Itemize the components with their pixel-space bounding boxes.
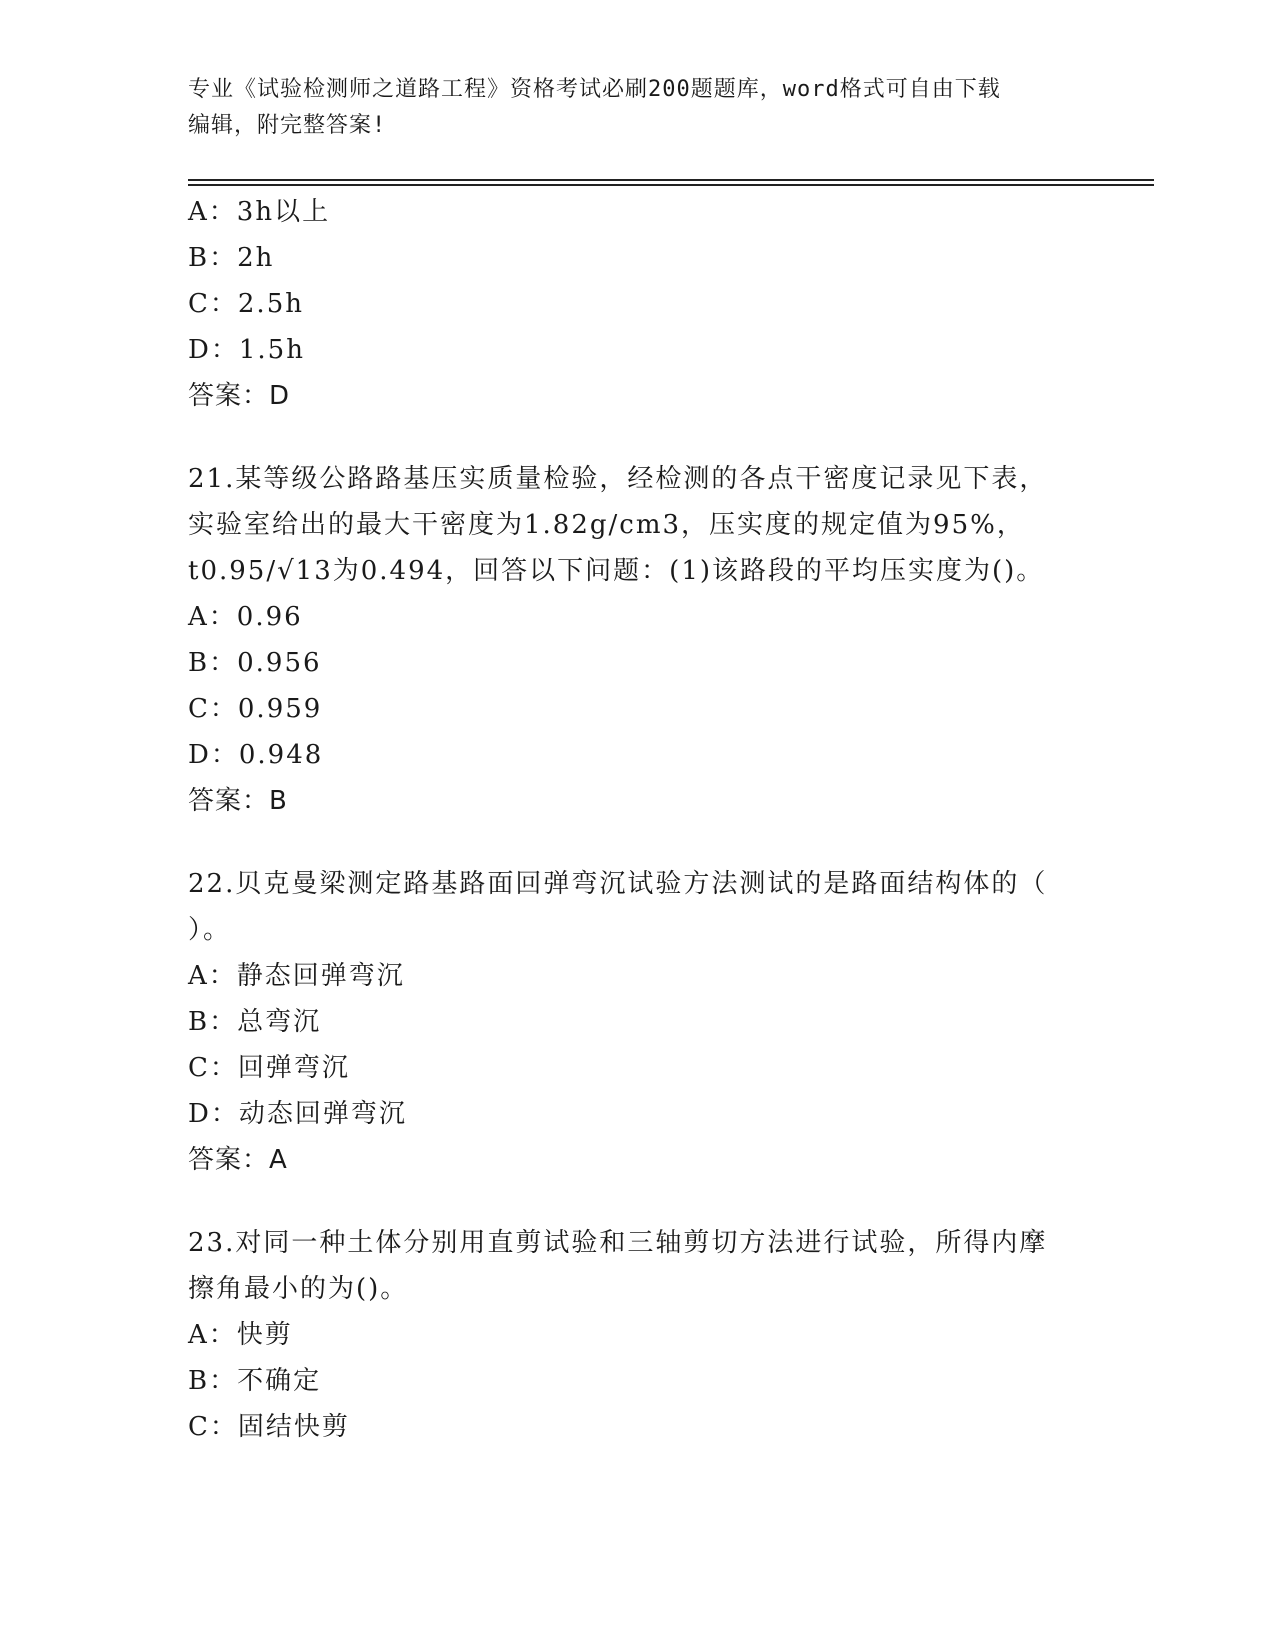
header-title-line-2: 编辑，附完整答案! — [188, 113, 387, 138]
document-header — [188, 72, 1088, 144]
question-block-22 — [188, 861, 1088, 1183]
option-c: C：固结快剪 — [188, 1412, 350, 1442]
header-divider-bottom — [188, 184, 1154, 186]
option-a: A：静态回弹弯沉 — [188, 961, 405, 991]
option-a: A：快剪 — [188, 1320, 293, 1350]
option-c: C：回弹弯沉 — [188, 1053, 350, 1083]
answer-line: 答案：D — [188, 381, 291, 411]
answer-line: 答案：B — [188, 786, 288, 816]
question-list — [188, 189, 1088, 1450]
question-block-21 — [188, 456, 1088, 824]
option-c: C：2.5h — [188, 289, 304, 319]
header-divider-top — [188, 179, 1154, 181]
question-text-line: 21.某等级公路路基压实质量检验，经检测的各点干密度记录见下表， — [188, 464, 1048, 494]
option-c: C：0.959 — [188, 694, 323, 724]
option-b: B：不确定 — [188, 1366, 322, 1396]
question-text-line: t0.95/√13为0.494，回答以下问题：(1)该路段的平均压实度为()。 — [188, 556, 1045, 586]
option-d: D：0.948 — [188, 740, 324, 770]
option-b: B：2h — [188, 243, 275, 273]
answer-line: 答案：A — [188, 1145, 288, 1175]
header-title-line-1: 专业《试验检测师之道路工程》资格考试必刷200题题库，word格式可自由下载 — [188, 77, 1001, 102]
question-text-line: 擦角最小的为()。 — [188, 1274, 409, 1304]
spacer — [188, 1183, 1088, 1220]
question-block-23 — [188, 1220, 1088, 1450]
option-b: B：0.956 — [188, 648, 322, 678]
question-text-line: 22.贝克曼梁测定路基路面回弹弯沉试验方法测试的是路面结构体的（ — [188, 869, 1048, 899]
spacer — [188, 419, 1088, 456]
question-text-line: 实验室给出的最大干密度为1.82g/cm3，压实度的规定值为95%， — [188, 510, 1025, 540]
question-text-line: 23.对同一种土体分别用直剪试验和三轴剪切方法进行试验，所得内摩 — [188, 1228, 1048, 1258]
option-d: D：1.5h — [188, 335, 305, 365]
spacer — [188, 824, 1088, 861]
option-b: B：总弯沉 — [188, 1007, 322, 1037]
question-text-line: ）。 — [188, 915, 232, 945]
question-block-previous — [188, 189, 1088, 419]
option-a: A：0.96 — [188, 602, 303, 632]
option-d: D：动态回弹弯沉 — [188, 1099, 407, 1129]
option-a: A：3h以上 — [188, 197, 331, 227]
